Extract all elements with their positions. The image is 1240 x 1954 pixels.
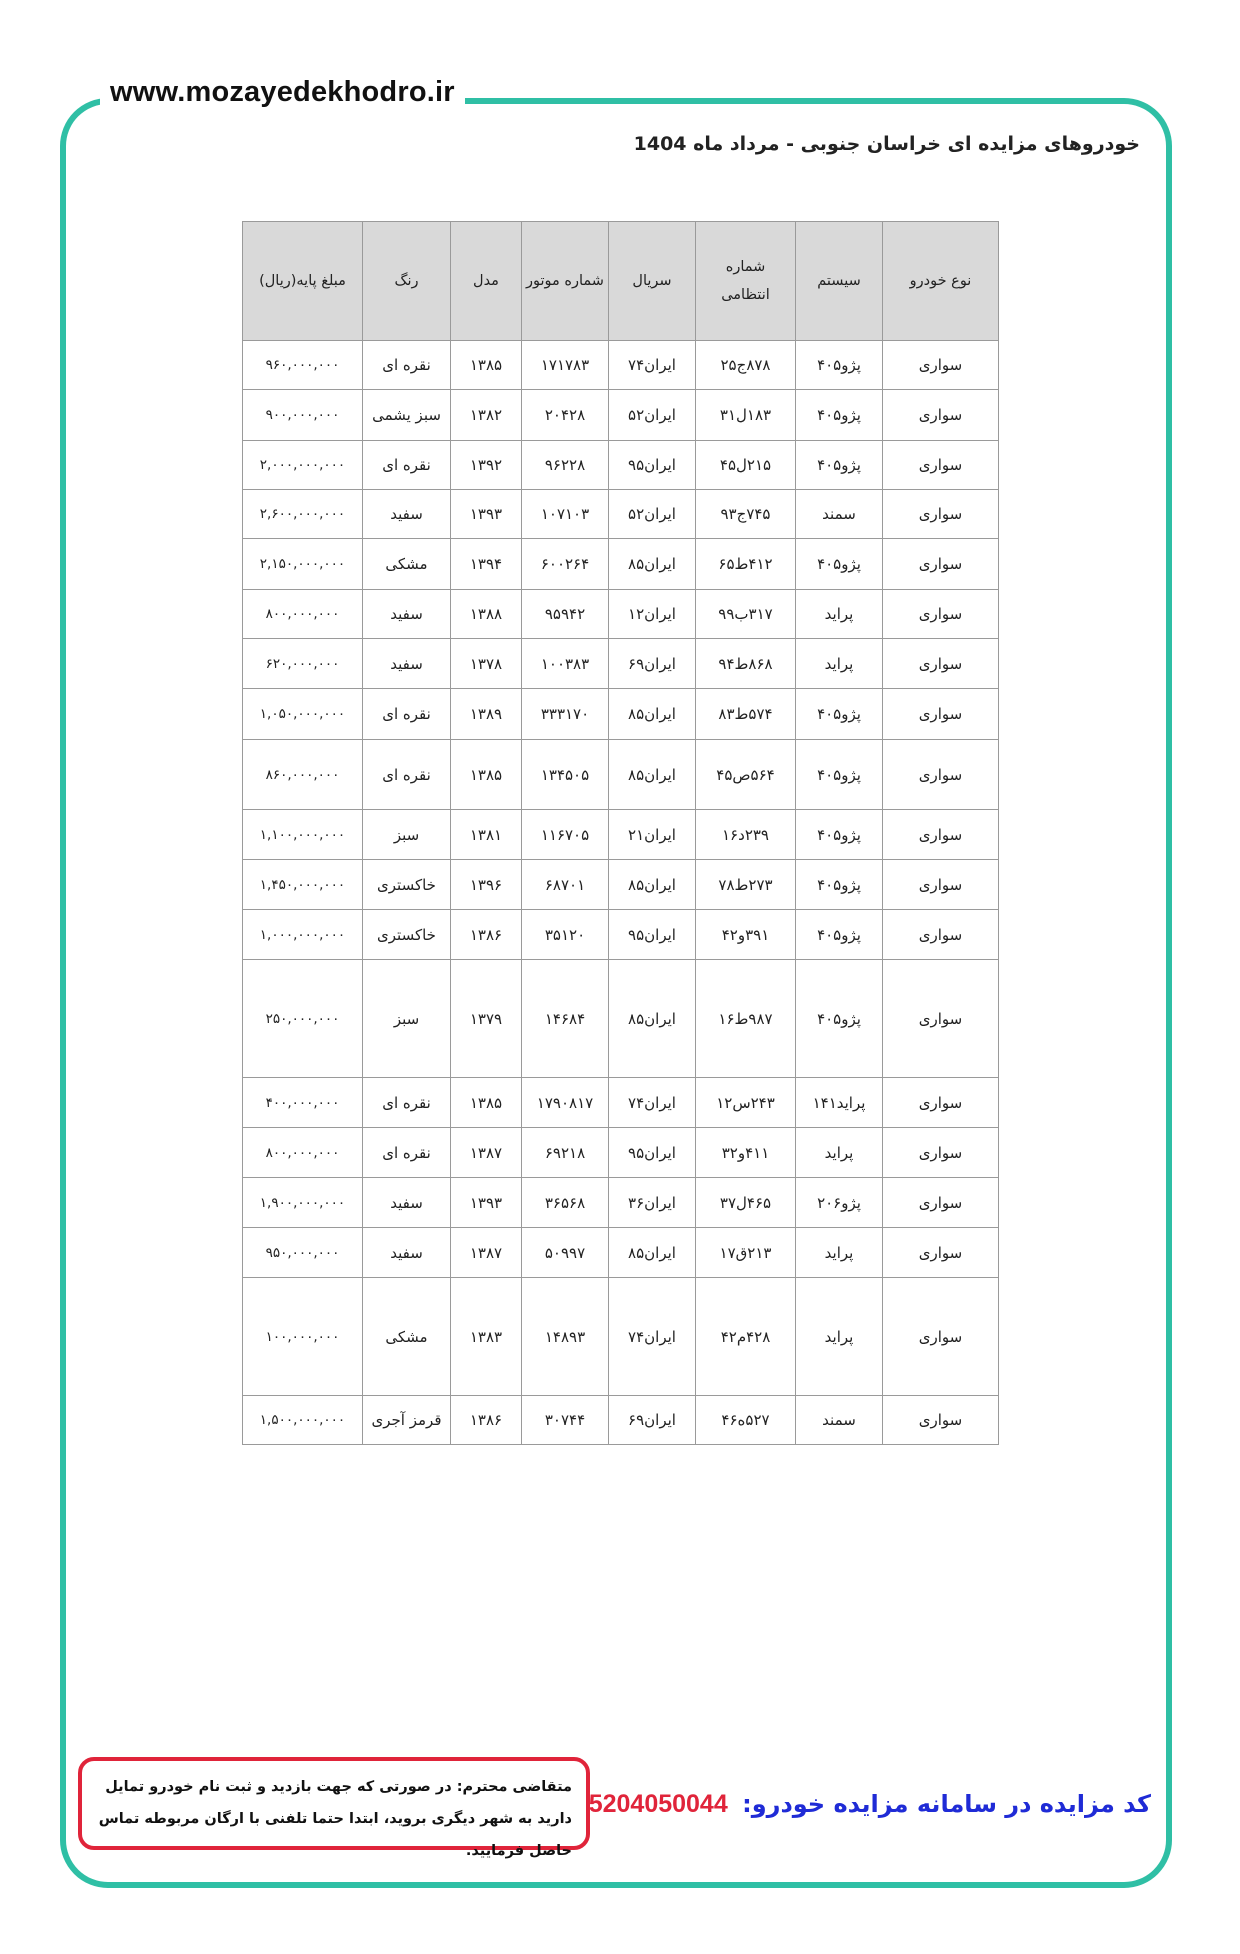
cell-base-price: ۱,۹۰۰,۰۰۰,۰۰۰ [243,1178,363,1228]
cell-color: مشکی [363,1278,451,1396]
document-title: خودروهای مزایده ای خراسان جنوبی - مرداد ماه 1404 [633,133,1140,155]
cell-engine-number: ۳۳۳۱۷۰ [522,689,609,740]
cell-base-price: ۱,۴۵۰,۰۰۰,۰۰۰ [243,860,363,910]
table-row [243,539,999,590]
cell-color: سبز یشمی [363,390,451,441]
cell-color: نقره ای [363,740,451,810]
notice-text: متقاضی محترم: در صورتی که جهت بازدید و ثبت نام خودرو تمایل دارید به شهر دیگری بروید، ابتدا حتما تلفنی با ارگان مربوطه تماس حاصل فرمایید. [98,1779,572,1859]
table-row [243,1128,999,1178]
cell-plate-number: ۲۱۳ق۱۷ [696,1228,796,1278]
cell-serial: ایران۷۴ [609,1078,696,1128]
header-system: سیستم [796,222,883,341]
cell-engine-number: ۵۰۹۹۷ [522,1228,609,1278]
cell-plate-number: ۳۱۷ب۹۹ [696,590,796,639]
cell-serial: ایران۵۲ [609,390,696,441]
table-header-row [243,222,999,341]
cell-color: قرمز آجری [363,1396,451,1445]
cell-color: سفید [363,1228,451,1278]
cell-engine-number: ۱۴۸۹۳ [522,1278,609,1396]
cell-vehicle-type: سواری [883,740,999,810]
cell-model: ۱۳۹۴ [451,539,522,590]
cell-vehicle-type: سواری [883,860,999,910]
cell-base-price: ۸۰۰,۰۰۰,۰۰۰ [243,1128,363,1178]
cell-plate-number: ۵۲۷ه۴۶ [696,1396,796,1445]
cell-vehicle-type: سواری [883,910,999,960]
cell-color: مشکی [363,539,451,590]
header-model: مدل [451,222,522,341]
cell-vehicle-type: سواری [883,639,999,689]
cell-serial: ایران۷۴ [609,341,696,390]
cell-model: ۱۳۸۵ [451,740,522,810]
cell-plate-number: ۴۱۱و۳۲ [696,1128,796,1178]
header-plate-number: شماره انتظامی [696,222,796,341]
cell-system: پراید [796,639,883,689]
cell-serial: ایران۸۵ [609,539,696,590]
cell-vehicle-type: سواری [883,960,999,1078]
cell-serial: ایران۵۲ [609,490,696,539]
cell-system: پژو۴۰۵ [796,689,883,740]
cell-base-price: ۲,۱۵۰,۰۰۰,۰۰۰ [243,539,363,590]
cell-vehicle-type: سواری [883,390,999,441]
cell-serial: ایران۶۹ [609,1396,696,1445]
cell-system: پژو۴۰۵ [796,910,883,960]
cell-base-price: ۸۶۰,۰۰۰,۰۰۰ [243,740,363,810]
cell-plate-number: ۲۴۳س۱۲ [696,1078,796,1128]
cell-serial: ایران۸۵ [609,740,696,810]
cell-serial: ایران۸۵ [609,1228,696,1278]
cell-vehicle-type: سواری [883,1228,999,1278]
table-row [243,490,999,539]
table-row [243,590,999,639]
cell-engine-number: ۶۹۲۱۸ [522,1128,609,1178]
cell-model: ۱۳۸۳ [451,1278,522,1396]
cell-vehicle-type: سواری [883,1278,999,1396]
cell-vehicle-type: سواری [883,441,999,490]
cell-system: سمند [796,490,883,539]
cell-system: پژو۴۰۵ [796,390,883,441]
header-vehicle-type: نوع خودرو [883,222,999,341]
cell-color: سفید [363,590,451,639]
table-row [243,689,999,740]
cell-model: ۱۳۸۱ [451,810,522,860]
cell-color: سفید [363,639,451,689]
header-serial: سریال [609,222,696,341]
table-row [243,1278,999,1396]
cell-base-price: ۹۰۰,۰۰۰,۰۰۰ [243,390,363,441]
cell-engine-number: ۳۵۱۲۰ [522,910,609,960]
cell-system: پژو۴۰۵ [796,539,883,590]
cell-base-price: ۱,۰۵۰,۰۰۰,۰۰۰ [243,689,363,740]
cell-system: پژو۴۰۵ [796,960,883,1078]
cell-base-price: ۱۰۰,۰۰۰,۰۰۰ [243,1278,363,1396]
cell-engine-number: ۱۰۷۱۰۳ [522,490,609,539]
cell-base-price: ۲,۰۰۰,۰۰۰,۰۰۰ [243,441,363,490]
cell-base-price: ۱,۵۰۰,۰۰۰,۰۰۰ [243,1396,363,1445]
cell-model: ۱۳۷۹ [451,960,522,1078]
cell-plate-number: ۷۴۵ج۹۳ [696,490,796,539]
cell-model: ۱۳۹۳ [451,490,522,539]
cell-system: پژو۴۰۵ [796,740,883,810]
cell-system: پژو۴۰۵ [796,810,883,860]
cell-engine-number: ۱۴۶۸۴ [522,960,609,1078]
header-base-price: مبلغ پایه(ریال) [243,222,363,341]
cell-model: ۱۳۸۷ [451,1128,522,1178]
cell-engine-number: ۹۶۲۲۸ [522,441,609,490]
cell-model: ۱۳۷۸ [451,639,522,689]
cell-engine-number: ۱۷۱۷۸۳ [522,341,609,390]
cell-base-price: ۸۰۰,۰۰۰,۰۰۰ [243,590,363,639]
cell-serial: ایران۱۲ [609,590,696,639]
cell-model: ۱۳۹۳ [451,1178,522,1228]
cell-engine-number: ۶۰۰۲۶۴ [522,539,609,590]
table-body [243,341,999,1445]
table-row [243,910,999,960]
table-row [243,341,999,390]
cell-serial: ایران۶۹ [609,639,696,689]
cell-serial: ایران۹۵ [609,1128,696,1178]
header-engine-number: شماره موتور [522,222,609,341]
cell-color: سبز [363,960,451,1078]
cell-serial: ایران۹۵ [609,910,696,960]
table-row [243,1178,999,1228]
cell-vehicle-type: سواری [883,810,999,860]
cell-base-price: ۶۲۰,۰۰۰,۰۰۰ [243,639,363,689]
cell-plate-number: ۹۸۷ط۱۶ [696,960,796,1078]
cell-vehicle-type: سواری [883,341,999,390]
cell-base-price: ۱,۱۰۰,۰۰۰,۰۰۰ [243,810,363,860]
cell-plate-number: ۱۸۳ل۳۱ [696,390,796,441]
cell-model: ۱۳۸۶ [451,910,522,960]
cell-model: ۱۳۸۵ [451,341,522,390]
cell-system: پراید [796,1128,883,1178]
cell-plate-number: ۴۱۲ط۶۵ [696,539,796,590]
cell-color: نقره ای [363,341,451,390]
cell-system: پژو۴۰۵ [796,860,883,910]
header-color: رنگ [363,222,451,341]
cell-base-price: ۲,۶۰۰,۰۰۰,۰۰۰ [243,490,363,539]
cell-color: سفید [363,1178,451,1228]
auction-code-number: 5204050044 [588,1790,728,1818]
cell-vehicle-type: سواری [883,539,999,590]
cell-color: نقره ای [363,441,451,490]
table-row [243,1078,999,1128]
vehicles-table [242,221,999,1445]
cell-engine-number: ۱۱۶۷۰۵ [522,810,609,860]
table-row [243,860,999,910]
cell-system: پژو۴۰۵ [796,441,883,490]
cell-model: ۱۳۸۵ [451,1078,522,1128]
cell-engine-number: ۱۳۴۵۰۵ [522,740,609,810]
table-row [243,810,999,860]
cell-model: ۱۳۹۶ [451,860,522,910]
cell-system: پراید [796,1228,883,1278]
cell-plate-number: ۲۱۵ل۴۵ [696,441,796,490]
cell-base-price: ۱,۰۰۰,۰۰۰,۰۰۰ [243,910,363,960]
cell-color: خاکستری [363,860,451,910]
cell-model: ۱۳۸۸ [451,590,522,639]
cell-serial: ایران۳۶ [609,1178,696,1228]
cell-color: خاکستری [363,910,451,960]
cell-model: ۱۳۸۲ [451,390,522,441]
cell-system: سمند [796,1396,883,1445]
cell-color: نقره ای [363,1128,451,1178]
cell-vehicle-type: سواری [883,689,999,740]
cell-model: ۱۳۸۶ [451,1396,522,1445]
cell-vehicle-type: سواری [883,490,999,539]
cell-model: ۱۳۸۹ [451,689,522,740]
cell-plate-number: ۵۷۴ط۸۳ [696,689,796,740]
cell-system: پراید [796,590,883,639]
cell-serial: ایران۹۵ [609,441,696,490]
cell-serial: ایران۸۵ [609,689,696,740]
cell-color: سفید [363,490,451,539]
cell-system: پراید [796,1278,883,1396]
cell-vehicle-type: سواری [883,1078,999,1128]
cell-plate-number: ۳۹۱و۴۲ [696,910,796,960]
cell-base-price: ۴۰۰,۰۰۰,۰۰۰ [243,1078,363,1128]
cell-serial: ایران۲۱ [609,810,696,860]
cell-plate-number: ۲۷۳ط۷۸ [696,860,796,910]
cell-plate-number: ۸۷۸ج۲۵ [696,341,796,390]
table-row [243,960,999,1078]
cell-color: نقره ای [363,1078,451,1128]
cell-engine-number: ۹۵۹۴۲ [522,590,609,639]
site-url[interactable]: www.mozayedekhodro.ir [100,76,465,109]
cell-plate-number: ۲۳۹د۱۶ [696,810,796,860]
cell-system: پژو۴۰۵ [796,341,883,390]
cell-serial: ایران۸۵ [609,960,696,1078]
cell-base-price: ۹۶۰,۰۰۰,۰۰۰ [243,341,363,390]
cell-serial: ایران۷۴ [609,1278,696,1396]
cell-color: سبز [363,810,451,860]
auction-code [589,1790,1151,1819]
cell-engine-number: ۱۷۹۰۸۱۷ [522,1078,609,1128]
table-row [243,639,999,689]
table-row [243,390,999,441]
cell-engine-number: ۳۰۷۴۴ [522,1396,609,1445]
cell-plate-number: ۸۶۸ط۹۴ [696,639,796,689]
cell-base-price: ۲۵۰,۰۰۰,۰۰۰ [243,960,363,1078]
cell-engine-number: ۱۰۰۳۸۳ [522,639,609,689]
cell-serial: ایران۸۵ [609,860,696,910]
cell-plate-number: ۵۶۴ص۴۵ [696,740,796,810]
table-row [243,740,999,810]
notice-box [78,1757,590,1859]
cell-model: ۱۳۹۲ [451,441,522,490]
auction-code-label: کد مزایده در سامانه مزایده خودرو: [742,1790,1151,1818]
cell-engine-number: ۲۰۴۲۸ [522,390,609,441]
cell-engine-number: ۶۸۷۰۱ [522,860,609,910]
cell-plate-number: ۴۶۵ل۳۷ [696,1178,796,1228]
table-row [243,1396,999,1445]
table-row [243,441,999,490]
cell-system: پراید۱۴۱ [796,1078,883,1128]
cell-vehicle-type: سواری [883,1396,999,1445]
cell-model: ۱۳۸۷ [451,1228,522,1278]
cell-vehicle-type: سواری [883,1178,999,1228]
cell-system: پژو۲۰۶ [796,1178,883,1228]
cell-color: نقره ای [363,689,451,740]
cell-base-price: ۹۵۰,۰۰۰,۰۰۰ [243,1228,363,1278]
cell-vehicle-type: سواری [883,1128,999,1178]
cell-plate-number: ۴۲۸م۴۲ [696,1278,796,1396]
table-row [243,1228,999,1278]
cell-engine-number: ۳۶۵۶۸ [522,1178,609,1228]
cell-vehicle-type: سواری [883,590,999,639]
